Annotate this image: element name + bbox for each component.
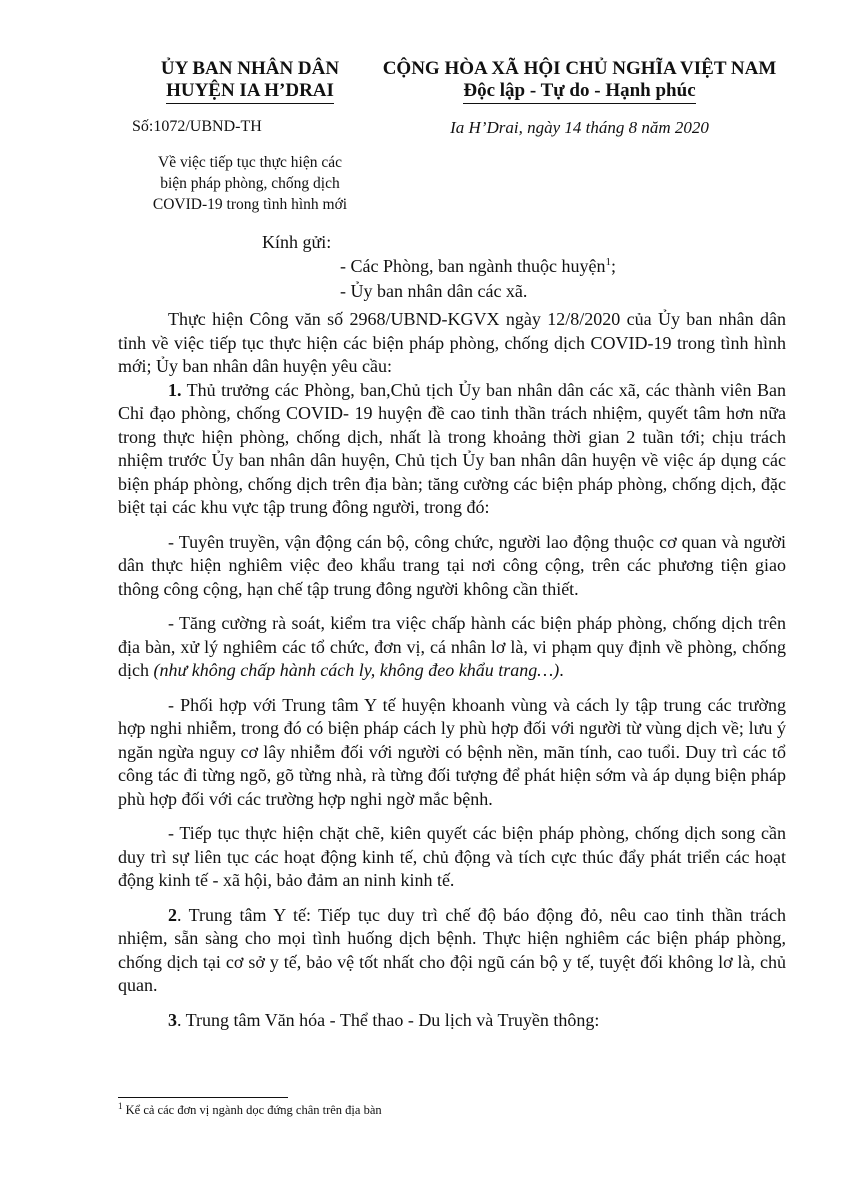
item-2 — [118, 904, 786, 998]
bullet-end: . — [559, 660, 564, 680]
item-number: 1. — [168, 379, 182, 400]
bullet-1: - Tuyên truyền, vận động cán bộ, công chức, người lao động thuộc cơ quan và người dân thực hiện nghiêm việc đeo khẩu trang tại nơi công cộng, trên các phương tiện giao thông công cộng, hạn chế tập trung đông người không cần thiết. — [118, 531, 786, 599]
national-motto — [352, 58, 807, 104]
agency-name-line2: HUYỆN IA H’DRAI — [166, 80, 334, 104]
recipient-tail: ; — [610, 256, 616, 276]
subject-line: biện pháp phòng, chống dịch — [160, 175, 340, 192]
item-text: . Trung tâm Văn hóa - Thể thao - Du lịch và Truyền thông: — [177, 1009, 600, 1030]
agency-name-line1: ỦY BAN NHÂN DÂN — [160, 58, 340, 79]
bullet-text: - Tăng cường rà soát, kiểm tra việc chấp hành các biện pháp phòng, chống dịch trên địa bàn, xử lý nghiêm các tổ chức, đơn vị, cá nhân lơ là, vi phạm quy định về phòng, chống dịch — [118, 613, 786, 680]
recipient-text: - Ủy ban nhân dân các xã. — [340, 281, 528, 301]
intro-paragraph: Thực hiện Công văn số 2968/UBND-KGVX ngày 12/8/2020 của Ủy ban nhân dân tỉnh về việc tiếp tục thực hiện các biện pháp phòng, chống dịch COVID-19 trong tình hình mới; Ủy ban nhân dân huyện yêu cầu: — [118, 309, 786, 376]
item-3 — [118, 1009, 786, 1033]
bullet-4: - Tiếp tục thực hiện chặt chẽ, kiên quyết các biện pháp phòng, chống dịch song cần duy trì sự liên tục các hoạt động kinh tế, chủ động và tích cực thúc đẩy phát triển các hoạt động kinh tế - xã hội, bảo đảm an ninh kinh tế. — [118, 823, 786, 890]
document-body — [118, 308, 786, 1032]
item-text: Thủ trưởng các Phòng, ban,Chủ tịch Ủy ban nhân dân các xã, các thành viên Ban Chỉ đạo phòng, chống COVID- 19 huyện đề cao tinh thần trách nhiệm, quyết tâm hơn nữa trong thực hiện phòng, chống dịch, nhất là trong khoảng thời gian 2 tuần tới; chịu trách nhiệm trước Ủy ban nhân dân huyện, Chủ tịch Ủy ban nhân dân huyện về việc áp dụng các biện pháp phòng, chống dịch trên địa bàn; tăng cường các biện pháp phòng, chống dịch, đặc biệt tại các khu vực tập trung đông người, trong đó: — [118, 379, 786, 517]
item-number: 3 — [168, 1009, 177, 1030]
recipient-item — [340, 256, 616, 277]
salutation: Kính gửi: — [262, 232, 332, 252]
footnote-number: 1 — [118, 1101, 123, 1111]
document-subject — [100, 152, 400, 215]
recipient-text: - Các Phòng, ban ngành thuộc huyện — [340, 256, 606, 276]
bullet-3: - Phối hợp với Trung tâm Y tế huyện khoanh vùng và cách ly tập trung các trường hợp nghi nhiễm, trong đó có biện pháp cách ly phù hợp đối với người từ vùng dịch về; lưu ý ngăn ngừa nguy cơ lây nhiễm đối với người có bệnh nền, mãn tính, cao tuổi. Duy trì các tổ công tác đi từng ngõ, gõ từng nhà, rà từng đối tượng để phát hiện sớm và áp dụng biện pháp phù hợp đối với các trường hợp nghi ngờ mắc bệnh. — [118, 694, 786, 809]
bullet-italic-note: (như không chấp hành cách ly, không đeo khẩu trang…) — [153, 660, 560, 680]
motto: Độc lập - Tự do - Hạnh phúc — [463, 80, 695, 104]
recipient-item — [340, 281, 527, 302]
item-number: 2 — [168, 904, 177, 925]
subject-line: COVID-19 trong tình hình mới — [152, 196, 348, 213]
footnote — [118, 1101, 382, 1118]
footnote-ref: 1 — [605, 256, 611, 268]
item-text: . Trung tâm Y tế: Tiếp tục duy trì chế độ báo động đỏ, nêu cao tinh thần trách nhiệm, sẵn sàng cho mọi tình huống dịch bệnh. Thực hiện nghiêm các biện pháp phòng, chống dịch tại cơ sở y tế, bảo vệ tốt nhất cho đội ngũ cán bộ y tế, tuyệt đối không lơ là, chủ quan. — [118, 904, 786, 995]
bullet-2 — [118, 612, 786, 683]
country-name: CỘNG HÒA XÃ HỘI CHỦ NGHĨA VIỆT NAM — [382, 58, 777, 79]
subject-line: Về việc tiếp tục thực hiện các — [158, 154, 342, 171]
document-date: Ia H’Drai, ngày 14 tháng 8 năm 2020 — [450, 118, 709, 137]
footnote-divider — [118, 1097, 288, 1098]
item-1 — [118, 379, 786, 520]
document-number: Số:1072/UBND-TH — [132, 118, 262, 135]
footnote-text: Kể cả các đơn vị ngành dọc đứng chân trên địa bàn — [125, 1103, 382, 1118]
